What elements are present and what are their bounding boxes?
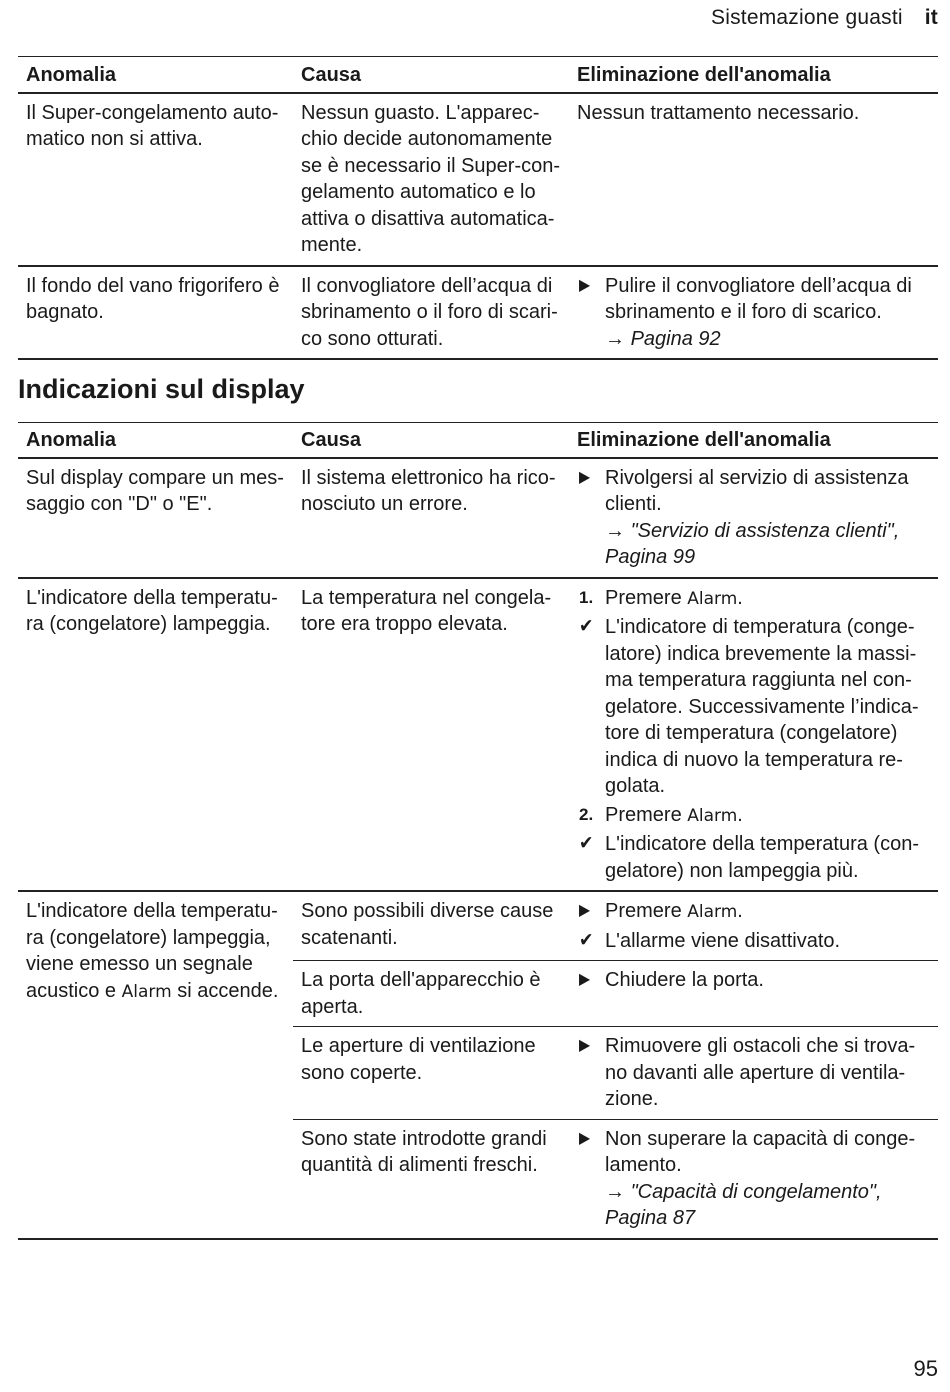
action-item bbox=[577, 1126, 930, 1232]
cell-anomalia: Sul display compare un mes-saggio con "D" o "E". bbox=[18, 458, 293, 578]
header-rule bbox=[18, 56, 938, 57]
alarm-key-label: Alarm bbox=[687, 805, 738, 826]
step-text: Premere bbox=[605, 803, 682, 826]
cell-causa: Il convogliatore dell’acqua di sbrinamento o il foro di scari-co sono otturati. bbox=[293, 266, 569, 360]
action-text: Rimuovere gli ostacoli che si trova-no davanti alle aperture di ventila-zione. bbox=[605, 1035, 916, 1110]
cell-causa: Sono state introdotte grandi quantità di alimenti freschi. bbox=[293, 1119, 569, 1239]
triangle-bullet-icon: ▶ bbox=[579, 468, 591, 486]
cell-soluzione bbox=[569, 1119, 938, 1239]
result-item bbox=[577, 831, 930, 884]
page-number: 95 bbox=[913, 1356, 938, 1381]
action-item bbox=[577, 1033, 930, 1113]
action-text: Chiudere la porta. bbox=[605, 969, 764, 991]
action-text: Rivolgersi al servizio di assistenza clienti. bbox=[605, 466, 909, 515]
action-item: ▶ Premere Alarm. bbox=[577, 898, 930, 926]
table-header-row bbox=[18, 58, 938, 93]
header-title: Sistemazione guasti bbox=[711, 6, 903, 29]
cell-soluzione bbox=[569, 891, 938, 961]
column-header-eliminazione: Eliminazione dell'anomalia bbox=[569, 423, 938, 458]
step-item: 1. Premere Alarm. bbox=[577, 585, 930, 613]
cell-causa: La temperatura nel congela-tore era troppo elevata. bbox=[293, 578, 569, 892]
cell-soluzione bbox=[569, 578, 938, 892]
result-item bbox=[577, 614, 930, 800]
check-icon: ✔ bbox=[579, 833, 594, 854]
cell-soluzione bbox=[569, 1027, 938, 1120]
column-header-causa: Causa bbox=[293, 423, 569, 458]
table-row bbox=[18, 458, 938, 578]
action-text: Non superare la capacità di conge-lamento. bbox=[605, 1127, 916, 1176]
anomalia-suffix: si accende. bbox=[177, 979, 279, 1002]
arrow-right-icon: → bbox=[605, 519, 625, 542]
reference-text: "Servizio di assistenza clienti", Pagina 99 bbox=[605, 519, 900, 568]
triangle-bullet-icon: ▶ bbox=[579, 1129, 591, 1147]
table-row bbox=[18, 266, 938, 360]
column-header-causa: Causa bbox=[293, 58, 569, 93]
page-reference bbox=[605, 1181, 882, 1230]
table-row bbox=[18, 93, 938, 266]
alarm-key-label: Alarm bbox=[121, 981, 172, 1002]
alarm-key-label: Alarm bbox=[687, 902, 738, 922]
table-header-row bbox=[18, 423, 938, 458]
step-item: 2. Premere Alarm. bbox=[577, 802, 930, 830]
section-title: Indicazioni sul display bbox=[18, 374, 305, 404]
result-text: L'indicatore di temperatura (conge-latore) indica brevemente la massi-ma temperatura raggiunta nel con-gelatore. Successivamente l’indica-tore di temperatura (congelatore) indica di nuovo la temperatura re-golata. bbox=[605, 616, 919, 797]
cell-anomalia: L'indicatore della temperatu-ra (congelatore) lampeggia. bbox=[18, 578, 293, 892]
cell-anomalia: Il Super-congelamento auto-matico non si attiva. bbox=[18, 93, 293, 266]
action-item bbox=[577, 967, 930, 994]
header-language: it bbox=[924, 6, 938, 29]
cell-causa: Il sistema elettronico ha rico-nosciuto un errore. bbox=[293, 458, 569, 578]
cell-soluzione bbox=[569, 961, 938, 1027]
column-header-anomalia: Anomalia bbox=[18, 423, 293, 458]
triangle-bullet-icon: ▶ bbox=[579, 276, 591, 294]
cell-causa: Nessun guasto. L'apparec-chio decide autonomamente se è necessario il Super-con-gelamento automatico e lo attiva o disattiva automatica-mente. bbox=[293, 93, 569, 266]
table-row bbox=[18, 891, 938, 961]
table-row bbox=[18, 578, 938, 892]
cell-causa: Le aperture di ventilazione sono coperte. bbox=[293, 1027, 569, 1120]
page-header bbox=[711, 6, 938, 30]
action-item bbox=[577, 465, 930, 571]
alarm-key-label: Alarm bbox=[687, 588, 738, 609]
cell-soluzione bbox=[569, 458, 938, 578]
triangle-bullet-icon: ▶ bbox=[579, 1037, 591, 1054]
step-text: Premere bbox=[605, 586, 682, 609]
result-text: L'indicatore della temperatura (con-gelatore) non lampeggia più. bbox=[605, 833, 919, 882]
action-item bbox=[577, 273, 930, 353]
cell-causa: Sono possibili diverse cause scatenanti. bbox=[293, 891, 569, 961]
step-number: 2. bbox=[579, 804, 594, 824]
step-number: 1. bbox=[579, 587, 594, 607]
check-icon: ✔ bbox=[579, 929, 594, 951]
reference-text: "Capacità di congelamento", Pagina 87 bbox=[605, 1180, 882, 1229]
action-text: Premere bbox=[605, 900, 682, 922]
column-header-eliminazione: Eliminazione dell'anomalia bbox=[569, 58, 938, 93]
cell-causa: La porta dell'apparecchio è aperta. bbox=[293, 961, 569, 1027]
cell-anomalia bbox=[18, 891, 293, 1239]
cell-soluzione bbox=[569, 266, 938, 360]
arrow-right-icon: → bbox=[605, 327, 625, 350]
reference-text: Pagina 92 bbox=[630, 327, 721, 350]
troubleshooting-table-1 bbox=[18, 58, 938, 360]
cell-soluzione: Nessun trattamento necessario. bbox=[569, 93, 938, 266]
cell-anomalia: Il fondo del vano frigorifero è bagnato. bbox=[18, 266, 293, 360]
result-item bbox=[577, 928, 930, 955]
page-reference bbox=[605, 328, 721, 350]
action-text: Pulire il convogliatore dell’acqua di sbrinamento e il foro di scarico. bbox=[605, 274, 912, 323]
result-text: L'allarme viene disattivato. bbox=[605, 929, 841, 952]
triangle-bullet-icon: ▶ bbox=[579, 971, 591, 988]
anomalia-text: L'indicatore della temperatu-ra (congelatore) lampeggia, viene emesso un segnale acustico e bbox=[26, 900, 278, 1002]
triangle-bullet-icon: ▶ bbox=[579, 902, 591, 919]
troubleshooting-table-2 bbox=[18, 422, 938, 1240]
check-icon: ✔ bbox=[579, 616, 594, 637]
page-reference bbox=[605, 520, 899, 569]
column-header-anomalia: Anomalia bbox=[18, 58, 293, 93]
arrow-right-icon: → bbox=[605, 1180, 625, 1203]
